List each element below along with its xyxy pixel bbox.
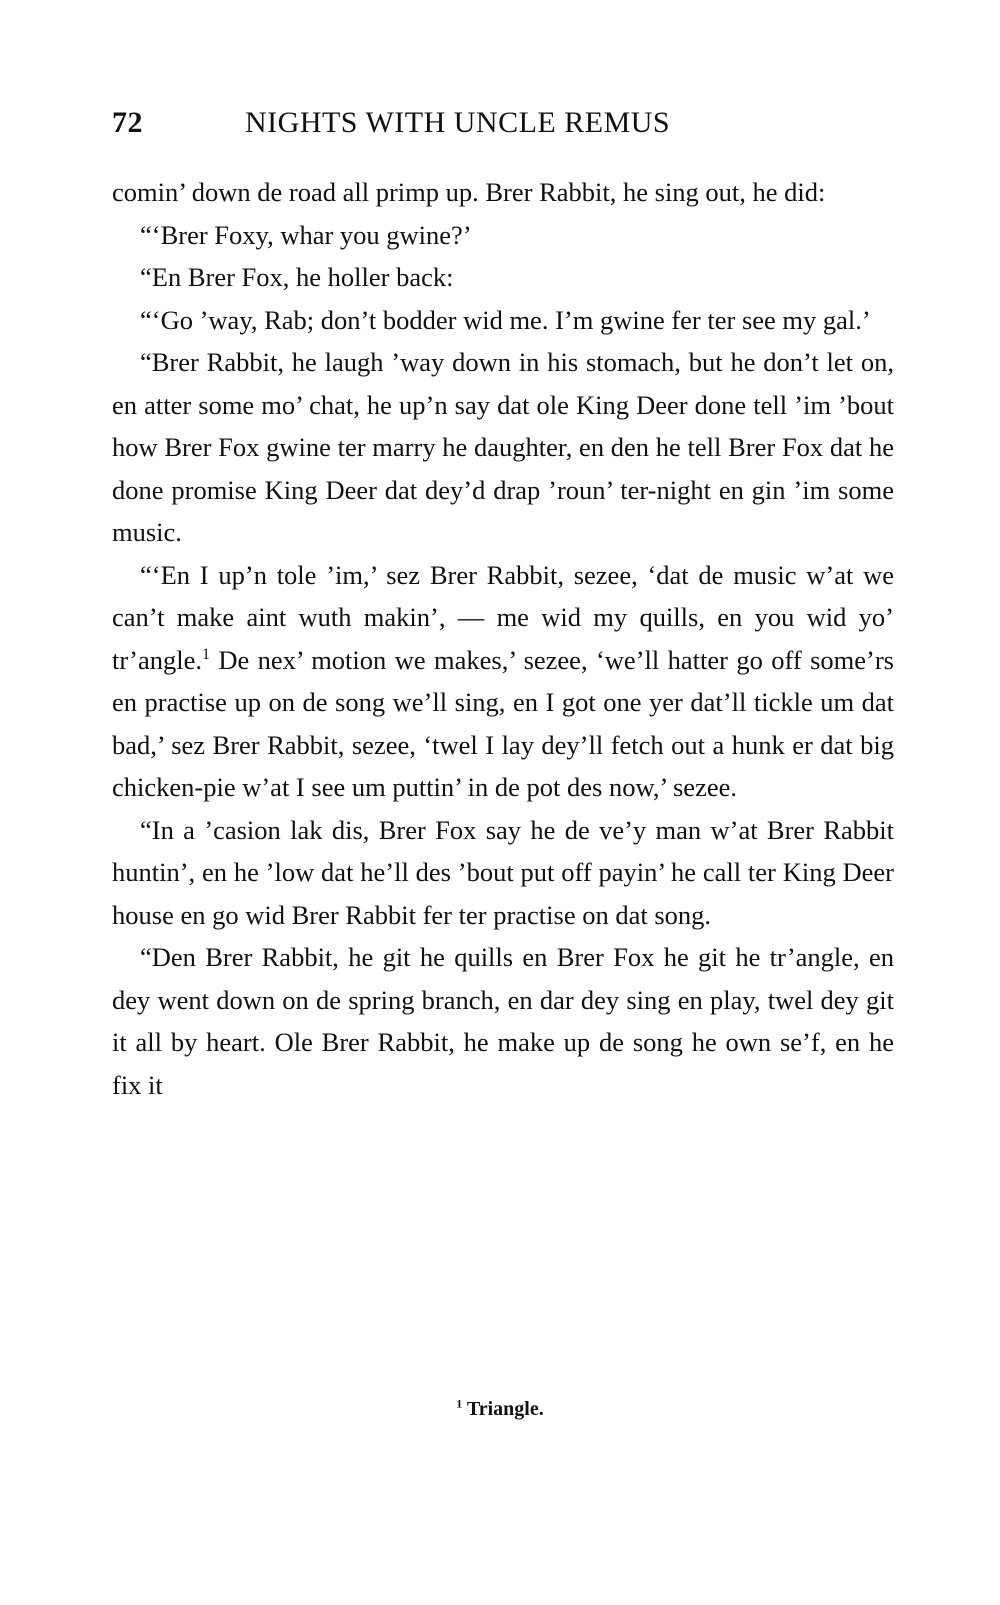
paragraph: comin’ down de road all primp up. Brer Rabbit, he sing out, he did:	[112, 177, 826, 207]
paragraph: “Den Brer Rabbit, he git he quills en Brer Fox he git he tr’angle, en dey went down on de spring branch, en dar dey sing en play, twel dey git it all by heart. Ole Brer Rabbit, he make up de song he own se’f, en he fix it	[112, 942, 894, 1100]
footnote-reference: 1	[202, 645, 210, 663]
running-title: NIGHTS WITH UNCLE REMUS	[245, 106, 671, 139]
page-header	[112, 106, 902, 146]
paragraph: “In a ’casion lak dis, Brer Fox say he de ve’y man w’at Brer Rabbit huntin’, en he ’low dat he’ll des ’bout put off payin’ he call ter King Deer house en go wid Brer Rabbit fer ter practise on dat song.	[112, 814, 894, 930]
body-text	[112, 171, 894, 1106]
footnote-text: Triangle.	[466, 1398, 544, 1420]
page-number: 72	[112, 106, 143, 139]
paragraph-text-continued: De nex’ motion we makes,’ sezee, ‘we’ll hatter go off some’rs en practise up on de song we’ll sing, en I got one yer dat’ll tickle um dat bad,’ sez Brer Rabbit, sezee, ‘twel I lay dey’ll fetch out a hunk er dat big chicken-pie w’at I see um puttin’ in de pot des now,’ sezee.	[112, 644, 894, 802]
paragraph-text: “‘En I up’n tole ’im,’ sez Brer Rabbit, sezee, ‘dat de music w’at we can’t make aint wuth makin’, — me wid my quills, en you wid yo’ tr’angle.	[112, 559, 894, 675]
paragraph: “En Brer Fox, he holler back:	[140, 262, 454, 292]
paragraph: “Brer Rabbit, he laugh ’way down in his stomach, but he don’t let on, en atter some mo’ chat, he up’n say dat ole King Deer done tell ’im ’bout how Brer Fox gwine ter marry he daughter, en den he tell Brer Fox dat he done promise King Deer dat dey’d drap ’roun’ ter-night en gin ’im some music.	[112, 347, 894, 547]
footnote-marker: 1	[456, 1396, 463, 1411]
footnote	[0, 1398, 1000, 1421]
paragraph: “‘Brer Foxy, whar you gwine?’	[140, 219, 472, 250]
paragraph: “‘Go ’way, Rab; don’t bodder wid me. I’m gwine fer ter see my gal.’	[140, 304, 871, 335]
paragraph-with-footnote	[112, 554, 894, 809]
